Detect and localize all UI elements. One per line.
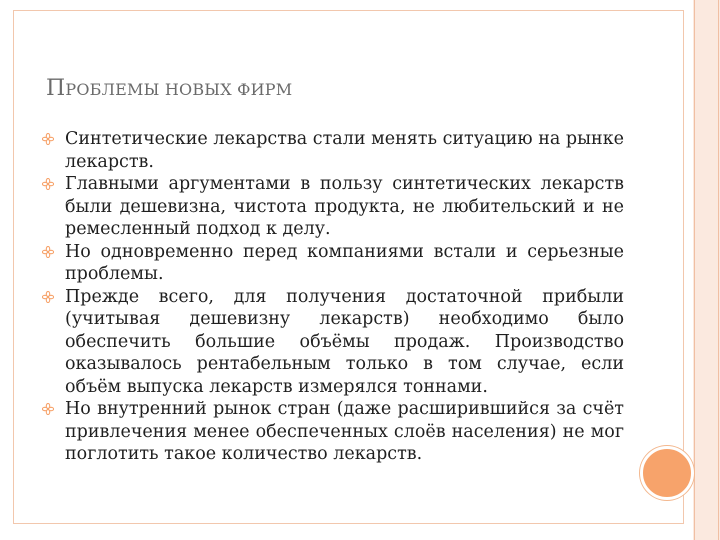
- petal-bullet-icon: [42, 133, 54, 145]
- bullet-text: Но одновременно перед компаниями встали и серьезные проблемы.: [65, 241, 624, 284]
- bullet-list: [42, 128, 624, 466]
- petal-bullet-icon: [42, 178, 54, 190]
- bullet-text: Синтетические лекарства стали менять ситуацию на рынке лекарств.: [65, 129, 624, 172]
- slide-title-rest: РОБЛЕМЫ НОВЫХ ФИРМ: [65, 80, 293, 99]
- bullet-text: Но внутренний рынок стран (даже расширившийся за счёт привлечения менее обеспеченных слоёв населения) не мог поглотить такое количество лекарств.: [65, 399, 624, 464]
- right-bar-line-left: [694, 0, 695, 540]
- bullet-item: [42, 128, 624, 173]
- bullet-item: [42, 241, 624, 286]
- right-decorative-bar: [693, 0, 720, 540]
- decorative-circle: [640, 446, 694, 500]
- petal-bullet-icon: [42, 291, 54, 303]
- slide-title-first-letter: П: [46, 76, 66, 101]
- petal-bullet-icon: [42, 403, 54, 415]
- bullet-item: [42, 398, 624, 466]
- bullet-text: Главными аргументами в пользу синтетических лекарств были дешевизна, чистота продукта, не любительский и не ремесленный подход к делу.: [65, 174, 624, 239]
- right-bar-line-right: [718, 0, 719, 540]
- slide-title: [46, 76, 292, 101]
- bullet-text: Прежде всего, для получения достаточной прибыли (учитывая дешевизну лекарств) необходимо было обеспечить большие объёмы продаж. Производство оказывалось рентабельным только в том случае, если объём выпуска лекарств измерялся тоннами.: [65, 286, 624, 397]
- bullet-item: [42, 286, 624, 399]
- bullet-item: [42, 173, 624, 241]
- petal-bullet-icon: [42, 246, 54, 258]
